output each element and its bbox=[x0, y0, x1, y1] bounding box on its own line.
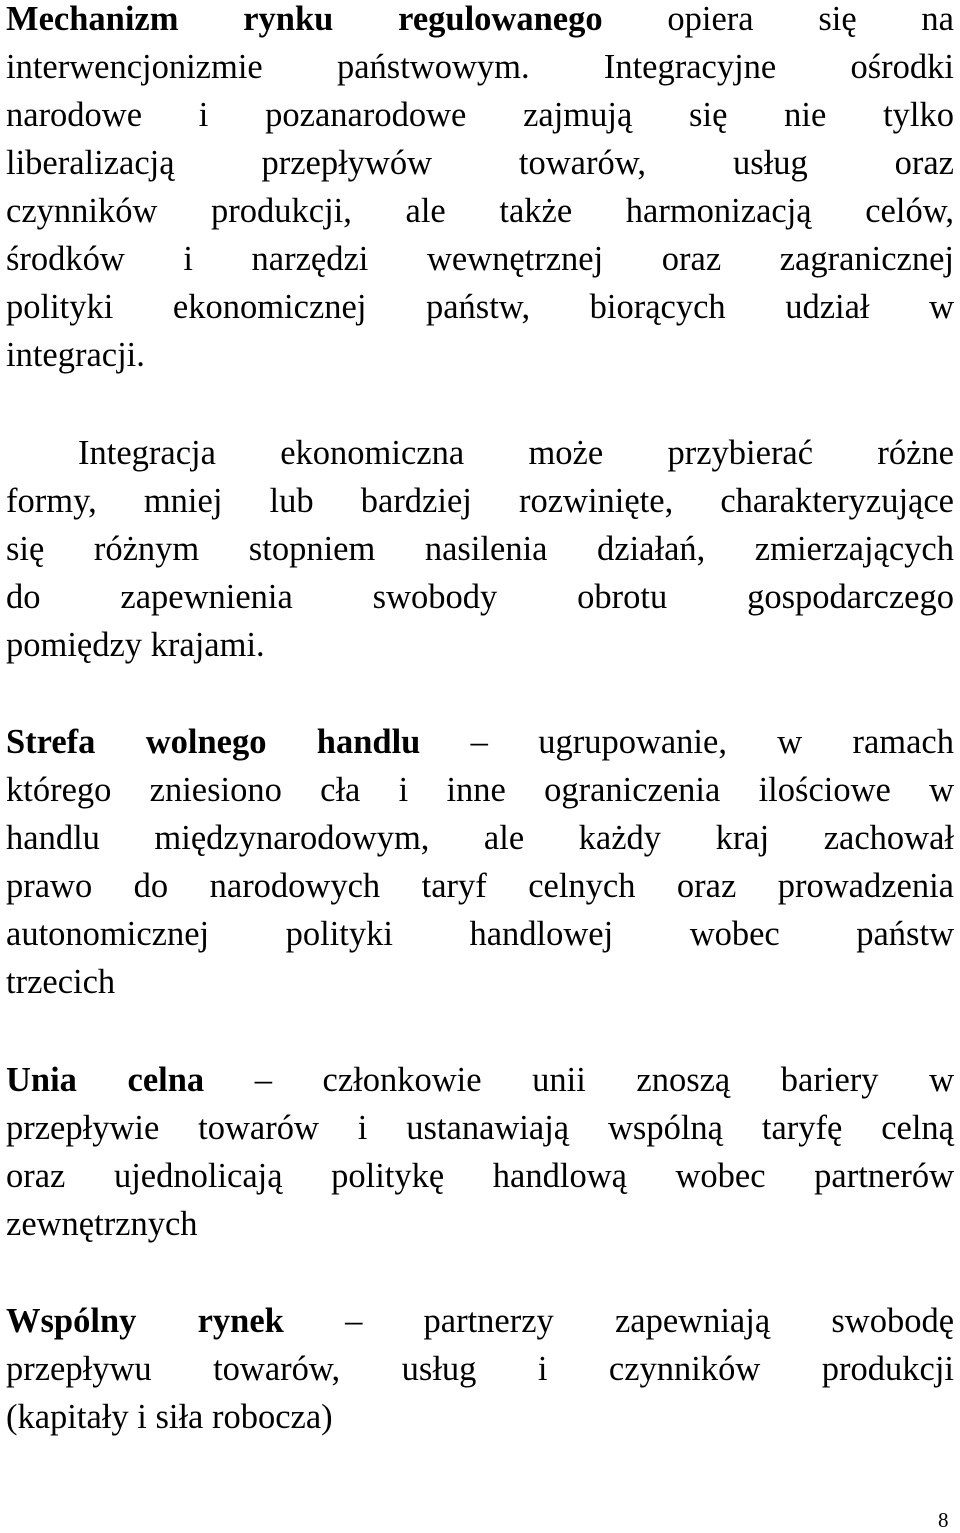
text-line: Mechanizm rynku regulowanego opiera się na bbox=[6, 0, 954, 38]
text-line: pomiędzy krajami. bbox=[6, 626, 265, 664]
text-line: przepływie towarów i ustanawiają wspólną taryfę celną bbox=[6, 1109, 954, 1147]
text-line: formy, mniej lub bardziej rozwinięte, charakteryzujące bbox=[6, 482, 954, 520]
text-line: handlu międzynarodowym, ale każdy kraj zachował bbox=[6, 819, 954, 857]
defined-term: Unia celna bbox=[6, 1061, 205, 1099]
text-line: narodowe i pozanarodowe zajmują się nie tylko bbox=[6, 96, 954, 134]
text-line: którego zniesiono cła i inne ograniczenia ilościowe w bbox=[6, 771, 954, 809]
text-line: prawo do narodowych taryf celnych oraz prowadzenia bbox=[6, 867, 954, 905]
defined-term: Mechanizm rynku regulowanego bbox=[6, 0, 603, 38]
text-line: polityki ekonomicznej państw, biorących udział w bbox=[6, 288, 954, 326]
defined-term: Wspólny rynek bbox=[6, 1302, 284, 1340]
text-line: (kapitały i siła robocza) bbox=[6, 1398, 333, 1436]
defined-term: Strefa wolnego handlu bbox=[6, 723, 421, 761]
text-line: czynników produkcji, ale także harmonizacją celów, bbox=[6, 192, 954, 230]
text-line: Wspólny rynek – partnerzy zapewniają swobodę bbox=[6, 1302, 955, 1340]
text-line: trzecich bbox=[6, 963, 116, 1001]
text-line: autonomicznej polityki handlowej wobec państw bbox=[6, 915, 954, 953]
text-line: Strefa wolnego handlu – ugrupowanie, w ramach bbox=[6, 723, 954, 761]
text-line: do zapewnienia swobody obrotu gospodarczego bbox=[6, 578, 954, 616]
text-line: Integracja ekonomiczna może przybierać różne bbox=[78, 434, 954, 472]
text-line: interwencjonizmie państwowym. Integracyjne ośrodki bbox=[6, 48, 954, 86]
page-number: 8 bbox=[938, 1508, 949, 1532]
text-line: liberalizacją przepływów towarów, usług oraz bbox=[6, 144, 954, 182]
text-line: się różnym stopniem nasilenia działań, zmierzających bbox=[6, 530, 954, 568]
text-line: przepływu towarów, usług i czynników produkcji bbox=[6, 1350, 954, 1388]
text-line: Unia celna – członkowie unii znoszą bariery w bbox=[6, 1061, 954, 1099]
text-line: środków i narzędzi wewnętrznej oraz zagranicznej bbox=[6, 240, 954, 278]
text-line: zewnętrznych bbox=[6, 1205, 198, 1243]
text-line: integracji. bbox=[6, 336, 145, 374]
text-line: oraz ujednolicają politykę handlową wobec partnerów bbox=[6, 1157, 954, 1195]
